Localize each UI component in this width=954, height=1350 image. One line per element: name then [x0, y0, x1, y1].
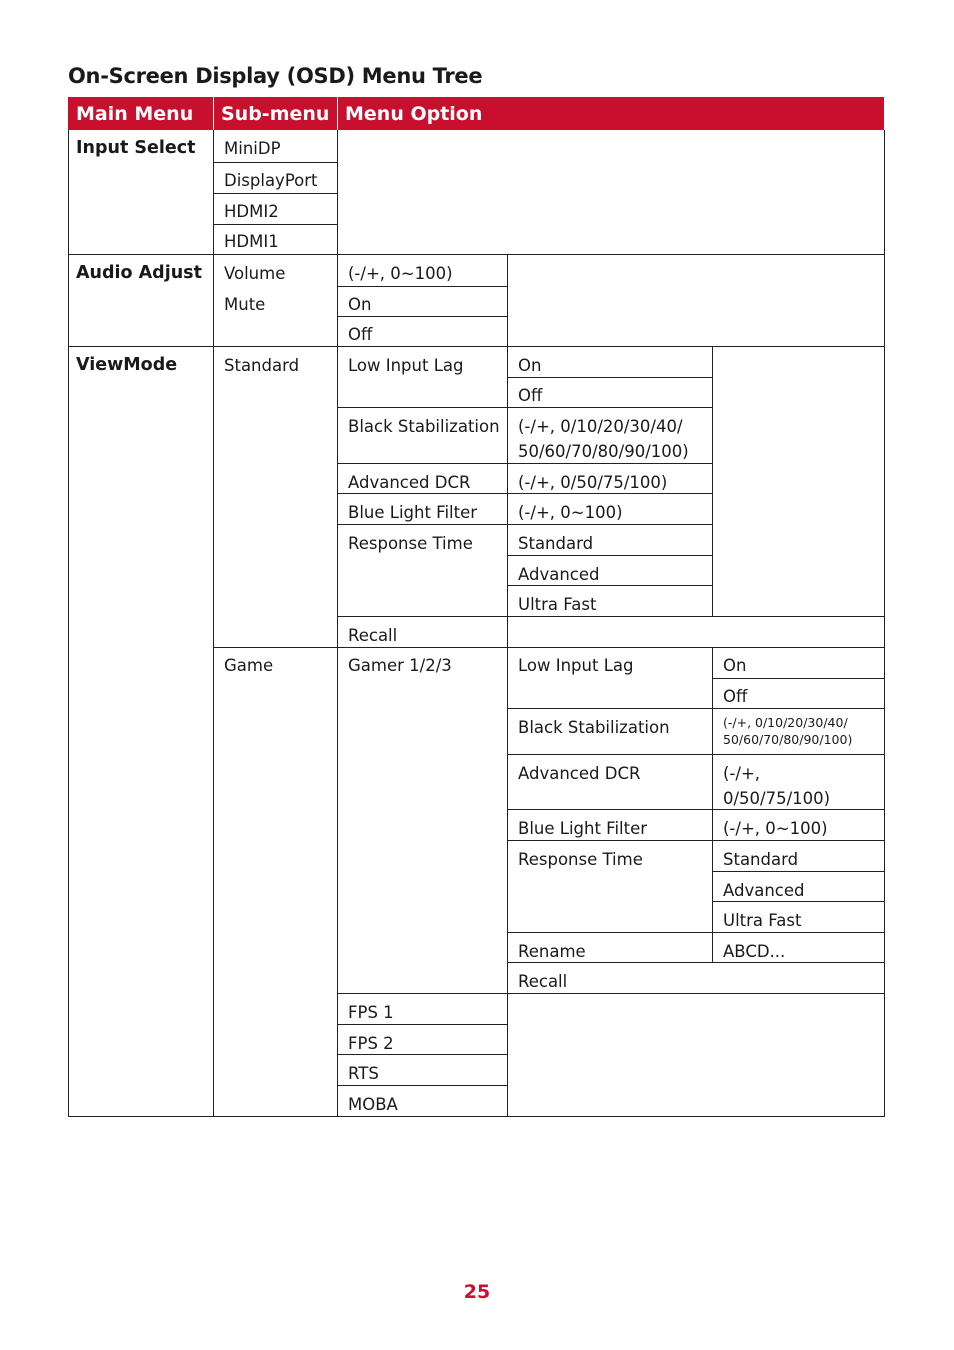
option-black-stabilization: Black Stabilization [518, 718, 670, 737]
value-advanced-dcr: (-/+, 0/50/75/100) [723, 764, 831, 808]
sub-menu-mute: Mute [224, 295, 266, 314]
table-rule [337, 993, 885, 994]
table-rule [507, 377, 713, 378]
page-title: On-Screen Display (OSD) Menu Tree [68, 64, 483, 88]
value-blue-light-filter: (-/+, 0~100) [518, 503, 623, 522]
option-blue-light-filter: Blue Light Filter [348, 503, 478, 522]
option-fps1: FPS 1 [348, 1003, 394, 1022]
option-moba: MOBA [348, 1095, 398, 1114]
option-response-time: Response Time [518, 850, 643, 869]
option-advanced-dcr: Advanced DCR [348, 473, 471, 492]
table-rule [507, 754, 885, 755]
table-rule [337, 1024, 508, 1025]
table-rule [712, 647, 713, 963]
table-rule [507, 932, 885, 933]
table-rule [712, 346, 713, 617]
value-rt-advanced: Advanced [723, 881, 805, 900]
table-rule [507, 585, 713, 586]
table-rule [507, 555, 713, 556]
option-response-time: Response Time [348, 534, 473, 553]
option-rename: Rename [518, 942, 586, 961]
option-volume-range: (-/+, 0~100) [348, 264, 453, 283]
main-menu-viewmode: ViewMode [76, 355, 178, 375]
value-on: On [518, 356, 542, 375]
sub-menu-volume: Volume [224, 264, 286, 283]
sub-menu-hdmi2: HDMI2 [224, 202, 279, 221]
value-rt-standard: Standard [518, 534, 594, 553]
table-rule [337, 1085, 508, 1086]
value-black-stabilization: (-/+, 0/10/20/30/40/ 50/60/70/80/90/100) [723, 715, 853, 747]
table-rule [337, 1054, 508, 1055]
table-rule [213, 224, 338, 225]
table-rule [337, 286, 508, 287]
value-off: Off [723, 687, 748, 706]
value-black-stabilization: (-/+, 0/10/20/30/40/ 50/60/70/80/90/100) [518, 417, 689, 461]
value-off: Off [518, 386, 543, 405]
header-menu-option: Menu Option [337, 97, 884, 130]
header-divider [337, 97, 338, 130]
table-rule [337, 130, 338, 1117]
option-recall: Recall [348, 626, 398, 645]
option-recall: Recall [518, 972, 568, 991]
table-rule [213, 162, 338, 163]
main-menu-audio-adjust: Audio Adjust [76, 263, 202, 283]
value-rt-ultra-fast: Ultra Fast [723, 911, 802, 930]
main-menu-input-select: Input Select [76, 138, 196, 158]
table-rule [68, 254, 885, 255]
option-low-input-lag: Low Input Lag [518, 656, 634, 675]
option-fps2: FPS 2 [348, 1034, 394, 1053]
option-gamer: Gamer 1/2/3 [348, 656, 452, 675]
table-rule [712, 678, 885, 679]
value-blue-light-filter: (-/+, 0~100) [723, 819, 828, 838]
table-rule [337, 493, 713, 494]
header-main-menu: Main Menu [68, 97, 213, 130]
option-low-input-lag: Low Input Lag [348, 356, 464, 375]
table-rule [507, 809, 885, 810]
table-rule [884, 130, 885, 1117]
sub-menu-minidp: MiniDP [224, 139, 281, 158]
table-rule [337, 463, 713, 464]
table-rule [337, 616, 885, 617]
table-rule [337, 524, 713, 525]
header-sub-menu: Sub-menu [213, 97, 337, 130]
option-mute-off: Off [348, 325, 373, 344]
header-divider [213, 97, 214, 130]
option-advanced-dcr: Advanced DCR [518, 764, 641, 783]
table-rule [507, 840, 885, 841]
sub-menu-displayport: DisplayPort [224, 171, 318, 190]
value-advanced-dcr: (-/+, 0/50/75/100) [518, 473, 668, 492]
table-rule [507, 962, 885, 963]
table-rule [68, 346, 885, 347]
table-rule [213, 193, 338, 194]
value-rt-ultra-fast: Ultra Fast [518, 595, 597, 614]
option-rts: RTS [348, 1064, 379, 1083]
table-rule [68, 130, 69, 1117]
sub-menu-standard: Standard [224, 356, 300, 375]
table-rule [213, 647, 885, 648]
table-rule [507, 708, 885, 709]
page-number: 25 [463, 1281, 491, 1303]
option-black-stabilization: Black Stabilization [348, 417, 500, 436]
option-blue-light-filter: Blue Light Filter [518, 819, 648, 838]
table-rule [712, 901, 885, 902]
table-rule [337, 407, 713, 408]
option-mute-on: On [348, 295, 372, 314]
value-rt-standard: Standard [723, 850, 799, 869]
table-rule [712, 871, 885, 872]
table-rule [213, 130, 214, 1117]
table-rule [337, 316, 508, 317]
sub-menu-hdmi1: HDMI1 [224, 232, 279, 251]
table-rule [507, 254, 508, 1117]
table-rule [68, 1116, 885, 1117]
value-on: On [723, 656, 747, 675]
sub-menu-game: Game [224, 656, 274, 675]
value-rt-advanced: Advanced [518, 565, 600, 584]
value-rename: ABCD... [723, 942, 786, 961]
